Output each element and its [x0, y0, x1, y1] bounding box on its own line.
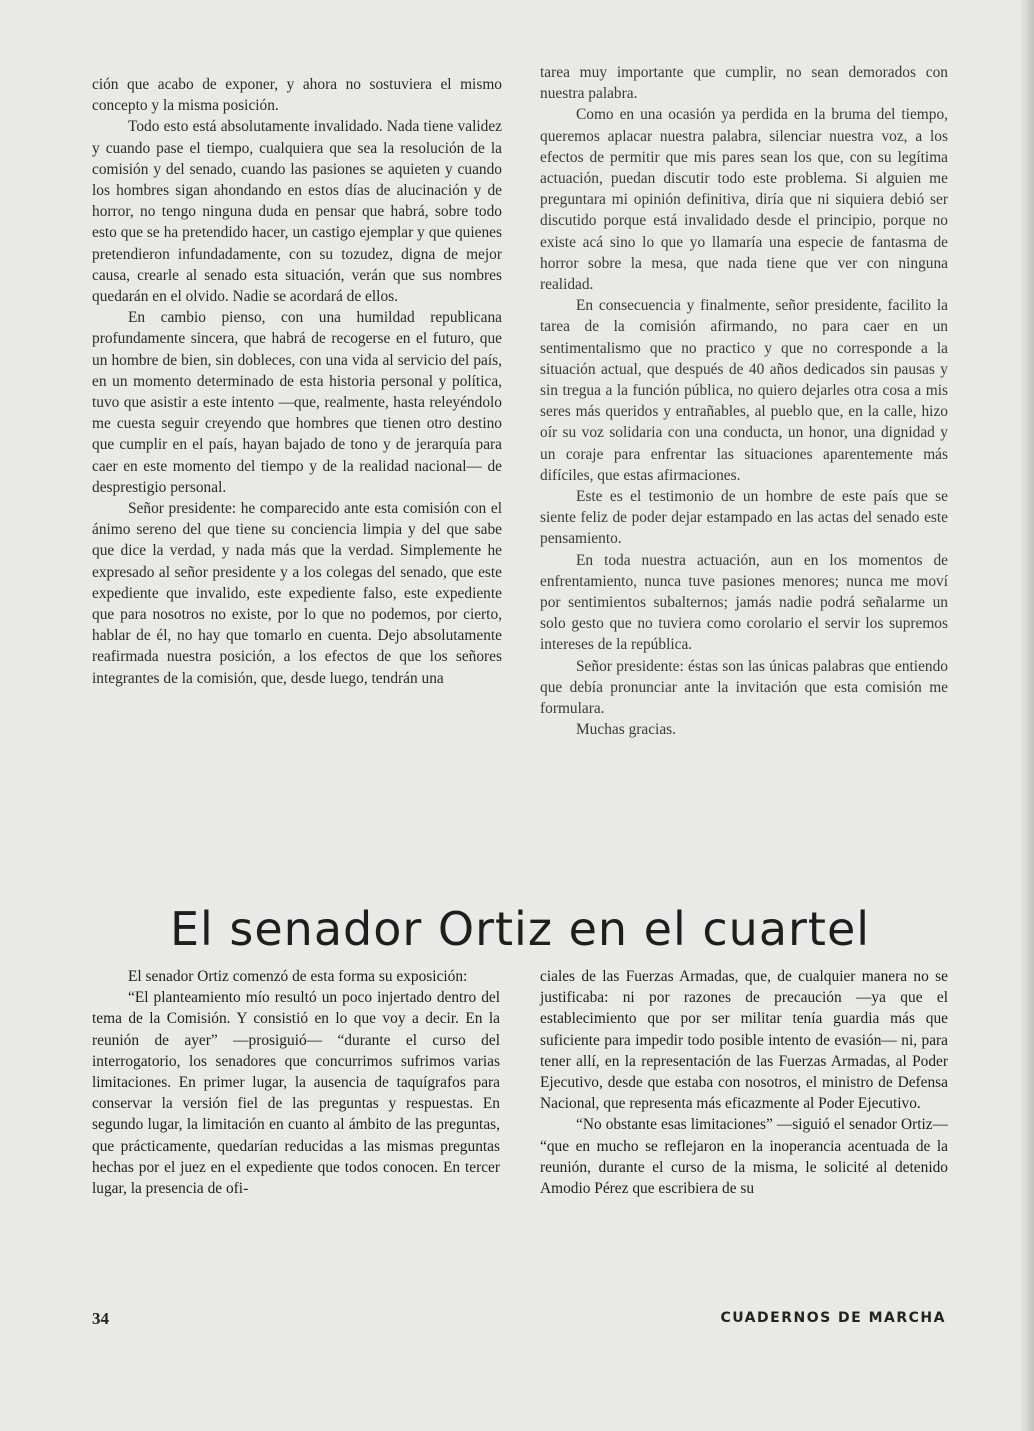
paragraph: Señor presidente: he comparecido ante esta comisión con el ánimo sereno del que tiene su conciencia limpia y del que sabe que dice la verdad, y nada más que la verdad. Simplemente he expresado al señor presidente y a los colegas del senado, que este expediente que invalido, este expediente falso, este expediente que para nosotros no existe, por lo que no podemos, por cierto, hablar de él, no hay que tomarlo en cuenta. Dejo absolutamente reafirmada nuestra posición, a los efectos de que los señores integrantes de la comisión, que, desde luego, tendrán una	[92, 500, 502, 687]
text-column-top-left	[92, 74, 502, 689]
paragraph: “No obstante esas limitaciones” —siguió el senador Ortiz— “que en mucho se reflejaron en la inoperancia acentuada de la reunión, durante el curso de la misma, le solicité al detenido Amodio Pérez que escribiera de su	[540, 1116, 948, 1198]
text-column-top-right	[540, 62, 948, 741]
page-edge-shadow	[1020, 0, 1034, 1431]
text-column-bottom-right	[540, 966, 948, 1199]
paragraph: “El planteamiento mío resultó un poco injertado dentro del tema de la Comisión. Y consistió en lo que voy a decir. En la reunión de ayer” —prosiguió— “durante el curso del interrogatorio, los senadores que concurrimos sufrimos varias limitaciones. En primer lugar, la ausencia de taquígrafos para conservar la versión fiel de las preguntas y respuestas. En segundo lugar, la limitación en cuanto al ámbito de las preguntas, que prácticamente, quedarían reducidas a las mismas preguntas hechas por el juez en el expediente que todos conocen. En tercer lugar, la presencia de ofi-	[92, 989, 500, 1198]
publication-name: CUADERNOS DE MARCHA	[720, 1310, 946, 1326]
paragraph: ciales de las Fuerzas Armadas, que, de cualquier manera no se justificaba: ni por razones de precaución —ya que el establecimiento que por ser militar tenía guardia más que suficiente para impedir todo posible intento de evasión— ni, para tener allí, en la representación de las Fuerzas Armadas, al Poder Ejecutivo, desde que estaba con nosotros, el ministro de Defensa Nacional, que representa más eficazmente al Poder Ejecutivo.	[540, 968, 948, 1113]
paragraph: El senador Ortiz comenzó de esta forma su exposición:	[128, 968, 468, 985]
paragraph: Todo esto está absolutamente invalidado. Nada tiene validez y cuando pase el tiempo, cualquiera que sea la resolución de la comisión y del senado, cuando las pasiones se aquieten y cuando los hombres sigan ahondando en estos días de alucinación y de horror, no tengo ninguna duda en pensar que habrá, sobre todo esto que se ha pretendido hacer, un castigo ejemplar y que quienes pretendieron infundadamente, con su tozudez, digna de mejor causa, crearle al senado esta situación, verán que sus nombres quedarán en el olvido. Nadie se acordará de ellos.	[92, 118, 502, 306]
paragraph: En consecuencia y finalmente, señor presidente, facilito la tarea de la comisión afirmando, no para caer en un sentimentalismo que no practico y que no corresponde a la situación actual, que después de 40 años dedicados sin pausas y sin tregua a la función pública, no quiero dejarles otra cosa a mis seres más queridos y entrañables, al pueblo que, en la calle, hizo oír su voz solidaria con una conducta, un honor, una dignidad y un coraje para enfrentar las situaciones aparentemente más difíciles, que estas afirmaciones.	[540, 297, 948, 484]
paragraph: Este es el testimonio de un hombre de este país que se siente feliz de poder dejar estampado en las actas del senado este pensamiento.	[540, 488, 948, 548]
section-headline: El senador Ortiz en el cuartel	[169, 902, 871, 956]
text-column-bottom-left	[92, 966, 500, 1199]
paragraph: Señor presidente: éstas son las únicas palabras que entiendo que debía pronunciar ante la invitación que esta comisión me formulara.	[540, 657, 948, 718]
paragraph: En cambio pienso, con una humildad republicana profundamente sincera, que habrá de recogerse en el futuro, que un hombre de bien, sin dobleces, con una vida al servicio del país, en un momento determinado de esta historia personal y política, tuvo que asistir a este intento —que, realmente, hasta releyéndolo me cuesta seguir creyendo que hombres que tienen otro destino que cumplir en el país, hayan bajado de tono y de jerarquía para caer en este momento del tiempo y de la realidad nacional— de desprestigio personal.	[92, 309, 502, 496]
paragraph: Como en una ocasión ya perdida en la bruma del tiempo, queremos aplacar nuestra palabra, silenciar nuestra voz, a los efectos de permitir que mis pares sean los que, con su legítima actuación, puedan discutir todo este problema. Si alguien me preguntara mi opinión definitiva, diría que ni siquiera debió ser discutido porque está invalidado desde el principio, porque no existe acá sino lo que yo llamaría una especie de fantasma de horror sobre la mesa, que nada tiene que ver con ninguna realidad.	[540, 106, 948, 294]
paragraph: Muchas gracias.	[576, 721, 677, 739]
paragraph: tarea muy importante que cumplir, no sean demorados con nuestra palabra.	[540, 64, 948, 103]
paragraph: ción que acabo de exponer, y ahora no sostuviera el mismo concepto y la misma posición.	[92, 76, 502, 115]
paragraph: En toda nuestra actuación, aun en los momentos de enfrentamiento, nunca tuve pasiones menores; nunca me moví por sentimientos subalternos; jamás nadie podrá señalarme un solo gesto que no tuviera como corolario el servir los supremos intereses de la república.	[540, 551, 948, 654]
page-number: 34	[92, 1309, 109, 1328]
